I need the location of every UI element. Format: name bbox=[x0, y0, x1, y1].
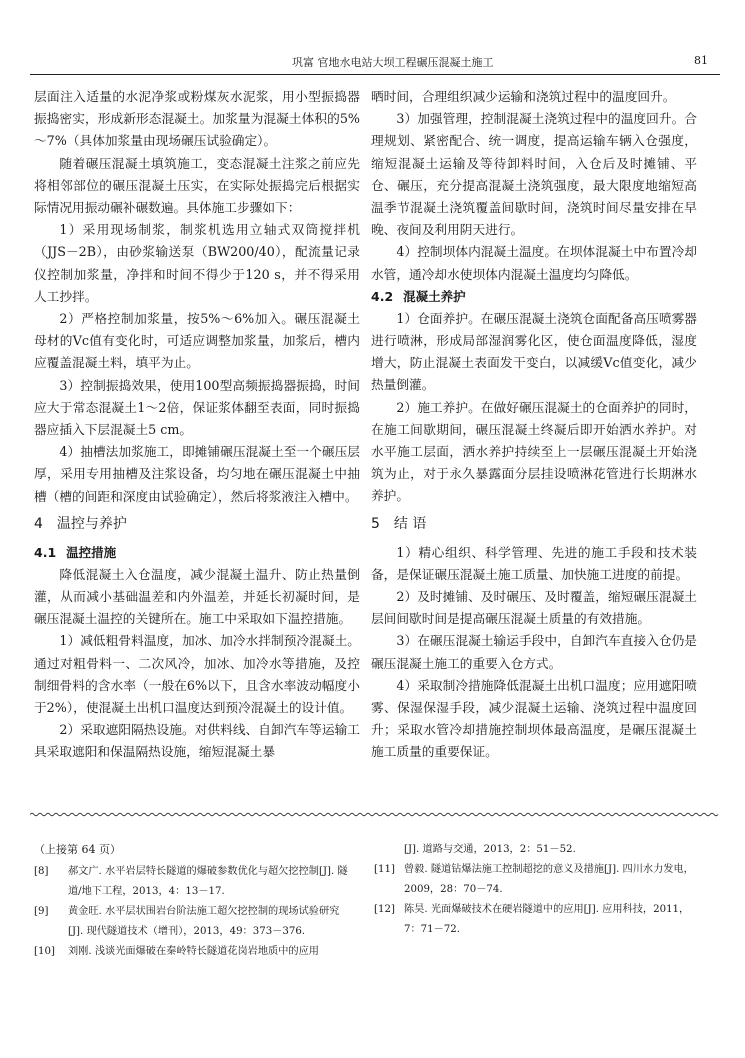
reference-text: 郝文广. 水平岩层特长隧道的爆破参数优化与超欠挖控制[J]. 隧道/地下工程，2013，4：13－17. bbox=[68, 866, 348, 897]
header-rule bbox=[30, 74, 720, 75]
subsection-heading-4-2 bbox=[371, 286, 697, 308]
reference-item bbox=[34, 862, 352, 902]
section-number: 5 bbox=[371, 515, 380, 532]
paragraph: 2）严格控制加浆量，按5%～6%加入。碾压混凝土母材的Vc值有变化时，可适应调整加浆量，加浆后，槽内应覆盖混凝土料，填平为止。 bbox=[34, 311, 360, 371]
right-column bbox=[371, 86, 697, 764]
continued-note: （上接第 64 页） bbox=[34, 843, 121, 856]
paragraph: 层面注入适量的水泥净浆或粉煤灰水泥浆，用小型振捣器振捣密实，形成新形态混凝土。加浆量为混凝土体积的5%～7%（具体加浆量由现场碾压试验确定）。 bbox=[34, 89, 360, 149]
page-number: 81 bbox=[694, 54, 708, 67]
section-title: 温控与养护 bbox=[56, 515, 127, 532]
reference-text: 黄金旺. 水平层状围岩台阶法施工超欠挖控制的现场试验研究[J]. 现代隧道技术（增刊），2013，49：373－376. bbox=[68, 906, 340, 937]
left-column bbox=[34, 86, 360, 764]
reference-number: [8] bbox=[34, 866, 49, 877]
paragraph: 1）精心组织、科学管理、先进的施工手段和技术装备，是保证碾压混凝土施工质量、加快施工进度的前提。 bbox=[371, 544, 697, 582]
reference-item bbox=[374, 860, 704, 900]
running-title: 巩富 官地水电站大坝工程碾压混凝土施工 bbox=[292, 56, 494, 69]
reference-text: 陈昊. 光面爆破技术在硬岩隧道中的应用[J]. 应用科技，2011，7：71－72. bbox=[404, 904, 690, 935]
paragraph: 随着碾压混凝土填筑施工，变态混凝土注浆之前应先将相邻部位的碾压混凝土压实，在实际处振捣完后根据实际情况用振动碾补碾数遍。具体施工步骤如下： bbox=[34, 155, 360, 216]
subsection-number: 4.2 bbox=[371, 288, 394, 304]
subsection-title: 温控措施 bbox=[66, 544, 117, 560]
paragraph: 4）抽槽法加浆施工，即摊铺碾压混凝土至一个碾压层厚，采用专用抽槽及注浆设备，均匀地在碾压混凝土中抽槽（槽的间距和深度由试验确定），然后将浆液注入槽中。 bbox=[34, 444, 360, 504]
paragraph: 1）仓面养护。在碾压混凝土浇筑仓面配备高压喷雾器进行喷淋，形成局部湿润雾化区，使仓面温度降低，湿度增大，防止混凝土表面发干变白，以减缓Vc值变化，减少热量倒灌。 bbox=[371, 310, 697, 393]
paragraph: 3）在碾压混凝土输运手段中，自卸汽车直接入仓仍是碾压混凝土施工的重要入仓方式。 bbox=[371, 633, 697, 671]
references-left bbox=[34, 840, 352, 962]
subsection-number: 4.1 bbox=[34, 544, 57, 560]
reference-number: [11] bbox=[374, 864, 395, 875]
reference-item bbox=[34, 902, 352, 942]
reference-text: 曾毅. 隧道钻爆法施工控制超挖的意义及措施[J]. 四川水力发电，2009，28：70－74. bbox=[404, 864, 694, 895]
paragraph: 4）采取制冷措施降低混凝土出机口温度；应用遮阳喷雾、保湿保湿手段，减少混凝土运输、浇筑过程中温度回升；采取水管冷却措施控制坝体最高温度，是碾压混凝土施工质量的重要保证。 bbox=[371, 677, 697, 760]
reference-number: [12] bbox=[374, 904, 395, 915]
reference-indent bbox=[374, 840, 404, 860]
paragraph: 降低混凝土入仓温度，减少混凝土温升、防止热量倒灌，从而减小基础温差和内外温差，并延长初凝时间，是碾压混凝土温控的关键所在。施工中采取如下温控措施。 bbox=[34, 566, 360, 627]
reference-number: [9] bbox=[34, 906, 49, 917]
paragraph: 1）采用现场制浆，制浆机选用立轴式双筒搅拌机（JJS－2B），由砂浆输送泵（BW200/40），配流量记录仪控制加浆量，净拌和时间不得少于120 s，并不得采用人工抄拌。 bbox=[34, 222, 360, 304]
reference-continuation bbox=[374, 840, 704, 860]
subsection-title: 混凝土养护 bbox=[403, 288, 466, 304]
paragraph: 晒时间，合理组织减少运输和浇筑过程中的温度回升。 bbox=[371, 89, 676, 104]
reference-text: [J]. 道路与交通，2013，2：51－52. bbox=[404, 844, 576, 855]
paragraph: 2）施工养护。在做好碾压混凝土的仓面养护的同时，在施工间歇期间，碾压混凝土终凝后即开始洒水养护。对水平施工层面，洒水养护持续至上一层碾压混凝土开始浇筑为止，对于永久暴露面分层挂设喷淋花管进行长期淋水养护。 bbox=[371, 399, 697, 504]
paragraph: 2）及时摊铺、及时碾压、及时覆盖，缩短碾压混凝土层间间歇时间是提高碾压混凝土质量的有效措施。 bbox=[371, 589, 697, 627]
reference-text: 刘刚. 浅谈光面爆破在秦岭特长隧道花岗岩地质中的应用 bbox=[68, 946, 319, 957]
section-number: 4 bbox=[34, 515, 43, 532]
references-right bbox=[374, 840, 704, 940]
section-heading-4 bbox=[34, 513, 360, 535]
reference-item bbox=[34, 942, 352, 962]
paragraph: 3）加强管理，控制混凝土浇筑过程中的温度回升。合理规划、紧密配合、统一调度，提高运输车辆入仓强度，缩短混凝土运输及等待卸料时间，入仓后及时摊铺、平仓、碾压，充分提高混凝土浇筑强度，最大限度地缩短高温季节混凝土浇筑覆盖间歇时间，浇筑时间尽量安排在早晚、夜间及利用阴天进行。 bbox=[371, 111, 697, 238]
wavy-divider bbox=[30, 812, 720, 817]
reference-item bbox=[374, 900, 704, 940]
paragraph: 4）控制坝体内混凝土温度。在坝体混凝土中布置冷却水管，通冷却水使坝体内混凝土温度均匀降低。 bbox=[371, 244, 697, 282]
section-title: 结 语 bbox=[393, 515, 427, 532]
paragraph: 1）减低粗骨料温度，加冰、加冷水拌制预冷混凝土。通过对粗骨料一、二次风冷，加冰、加冷水等措施，及控制细骨料的含水率（一般在6%以下，且含水率波动幅度小于2%），使混凝土出机口温度达到预冷混凝土的设计值。 bbox=[34, 633, 360, 716]
reference-number: [10] bbox=[34, 946, 55, 957]
section-heading-5 bbox=[371, 513, 697, 535]
paragraph: 3）控制振捣效果，使用100型高频振捣器振捣，时间应大于常态混凝土1～2倍，保证浆体翻至表面，同时振捣器应插入下层混凝土5 cm。 bbox=[34, 377, 360, 438]
subsection-heading-4-1 bbox=[34, 542, 360, 564]
paragraph: 2）采取遮阳隔热设施。对供料线、自卸汽车等运输工具采取遮阳和保温隔热设施，缩短混凝土暴 bbox=[34, 722, 360, 760]
page-header bbox=[30, 54, 720, 74]
